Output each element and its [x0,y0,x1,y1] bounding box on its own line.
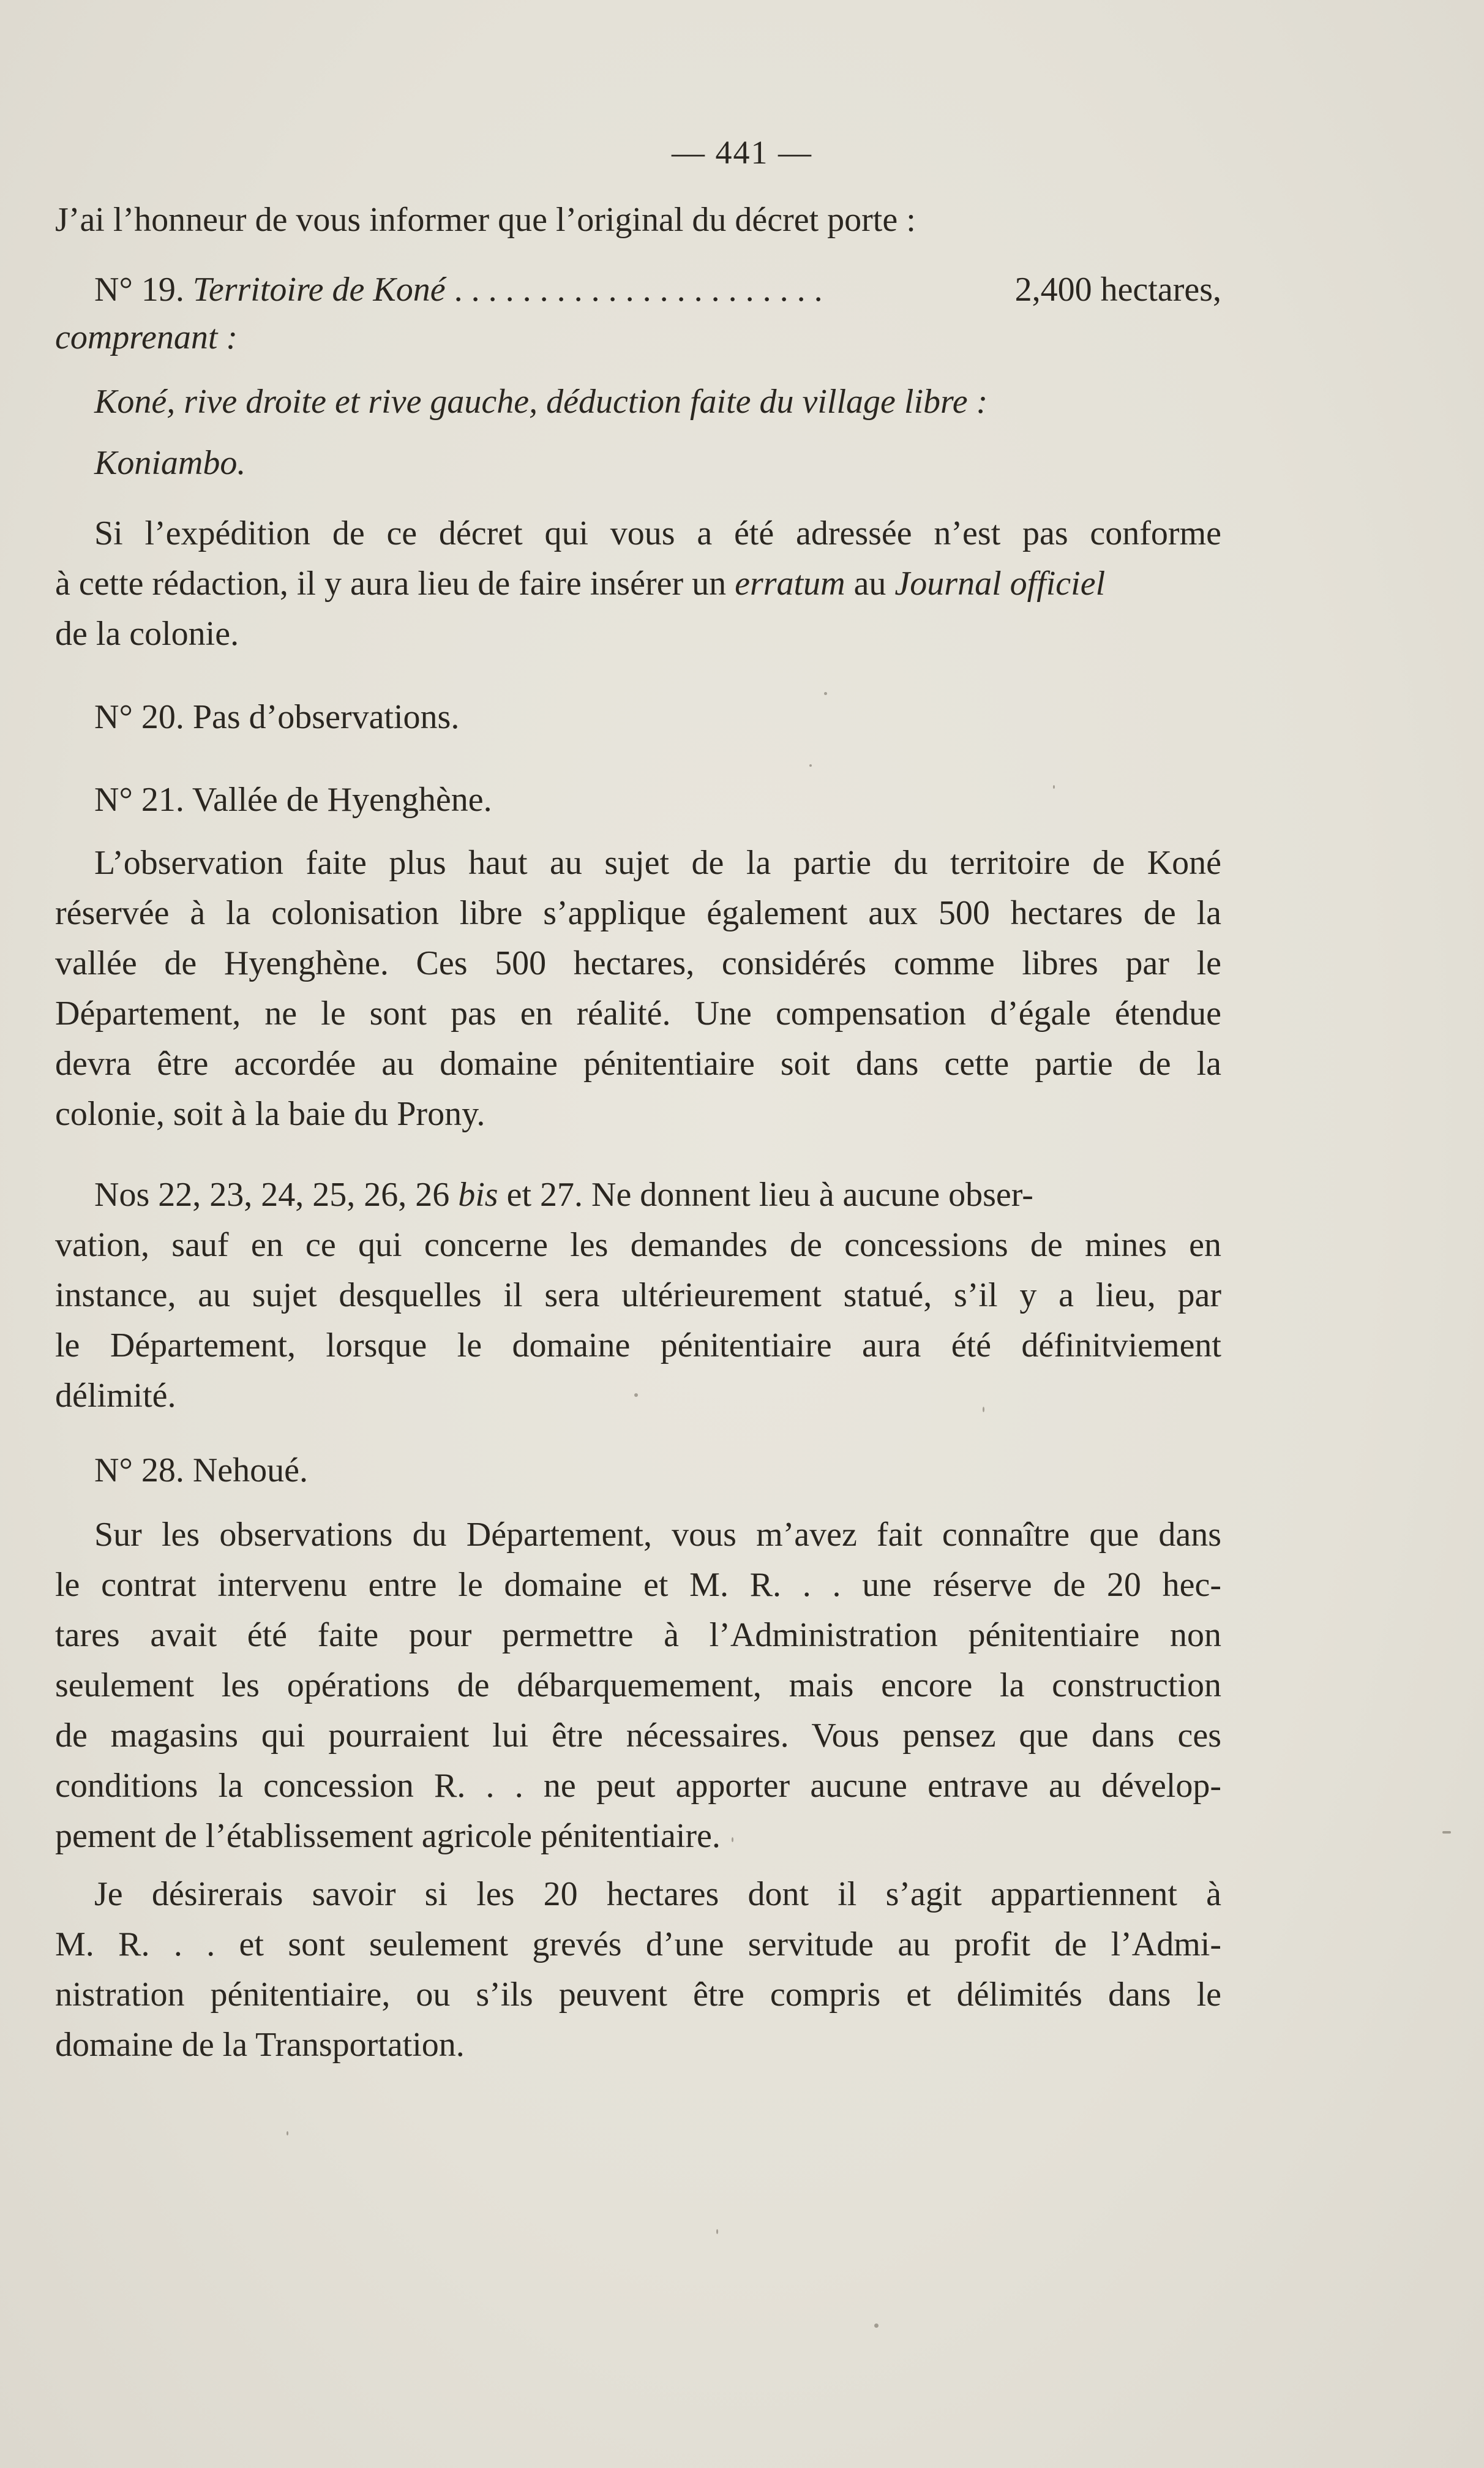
text-line: colonie, soit à la baie du Prony. [55,1095,485,1133]
entry-20-line: N° 20. Pas d’observations. [94,698,460,736]
entry-number: N° 19. [94,271,184,309]
text-line: Koné, rive droite et rive gauche, déduction faite du village libre : [94,383,988,421]
text-line: le Département, lorsque le domaine pénitentiaire aura été définitviement [55,1326,1221,1364]
text-line: comprenant : [55,318,238,356]
text-line: devra être accordée au domaine pénitentiaire soit dans cette partie de la [55,1045,1221,1083]
entry-area: 2,400 hectares, [1014,271,1221,309]
leader-dots: ...................... [454,271,831,309]
text-line: Si l’expédition de ce décret qui vous a été adressée n’est pas conforme [94,514,1221,552]
text-run: au [853,565,886,603]
text-line: nistration pénitentiaire, ou s’ils peuvent être compris et délimités dans le [55,1976,1221,2014]
text-line: L’observation faite plus haut au sujet de la partie du territoire de Koné [94,844,1221,882]
paragraph-intro: J’ai l’honneur de vous informer que l’original du décret porte : [55,201,916,239]
text-line: de magasins qui pourraient lui être nécessaires. Vous pensez que dans ces [55,1717,1221,1755]
text-line: vation, sauf en ce qui concerne les demandes de concessions de mines en [55,1226,1221,1264]
entry-19-line [94,265,1221,315]
scan-speck [809,764,812,767]
text-line: tares avait été faite pour permettre à l’Administration pénitentiaire non [55,1616,1221,1654]
text-line: le contrat intervenu entre le domaine et M. R. . . une réserve de 20 hec- [55,1566,1221,1604]
text-line: domaine de la Transportation. [55,2026,465,2064]
text-line: conditions la concession R. . . ne peut apporter aucune entrave au dévelop- [55,1767,1221,1805]
text-line: Koniambo. [94,444,246,482]
scan-speck [983,1407,984,1412]
text-line: réservée à la colonisation libre s’applique également aux 500 hectares de la [55,894,1221,932]
entry-title: Territoire de Koné [192,271,446,309]
italic-term: erratum [735,565,845,603]
scan-speck [732,1837,733,1842]
entry-22-27-line [94,1170,1221,1220]
italic-term: bis [458,1176,498,1214]
italic-term: Journal officiel [894,565,1106,603]
scan-speck [1442,1831,1451,1834]
text-line: pement de l’établissement agricole pénitentiaire. [55,1817,721,1855]
text-line: instance, au sujet desquelles il sera ultérieurement statué, s’il y a lieu, par [55,1276,1221,1314]
scan-speck [1053,785,1055,789]
text-run: à cette rédaction, il y aura lieu de faire insérer un [55,565,727,603]
text-line: Département, ne le sont pas en réalité. Une compensation d’égale étendue [55,995,1221,1033]
scan-speck [287,2131,288,2135]
text-line: de la colonie. [55,615,239,653]
text-line: délimité. [55,1377,176,1415]
text-run: et 27. Ne donnent lieu à aucune obser- [506,1176,1033,1214]
text-line: Sur les observations du Département, vous m’avez fait connaître que dans [94,1516,1221,1554]
scan-speck [874,2323,879,2328]
entry-28-line: N° 28. Nehoué. [94,1451,308,1489]
entry-21-line: N° 21. Vallée de Hyenghène. [94,781,492,819]
page-number: — 441 — [672,134,812,171]
scan-speck [716,2229,718,2234]
text-run: Nos 22, 23, 24, 25, 26, 26 [94,1176,450,1214]
scan-speck [634,1393,638,1397]
text-line: M. R. . . et sont seulement grevés d’une servitude au profit de l’Admi- [55,1925,1221,1963]
text-line-with-italics [55,559,1221,609]
text-line: Je désirerais savoir si les 20 hectares dont il s’agit appartiennent à [94,1875,1221,1913]
text-line: vallée de Hyenghène. Ces 500 hectares, considérés comme libres par le [55,944,1221,982]
scan-speck [824,692,827,695]
text-line: seulement les opérations de débarquemement, mais encore la construction [55,1666,1221,1704]
